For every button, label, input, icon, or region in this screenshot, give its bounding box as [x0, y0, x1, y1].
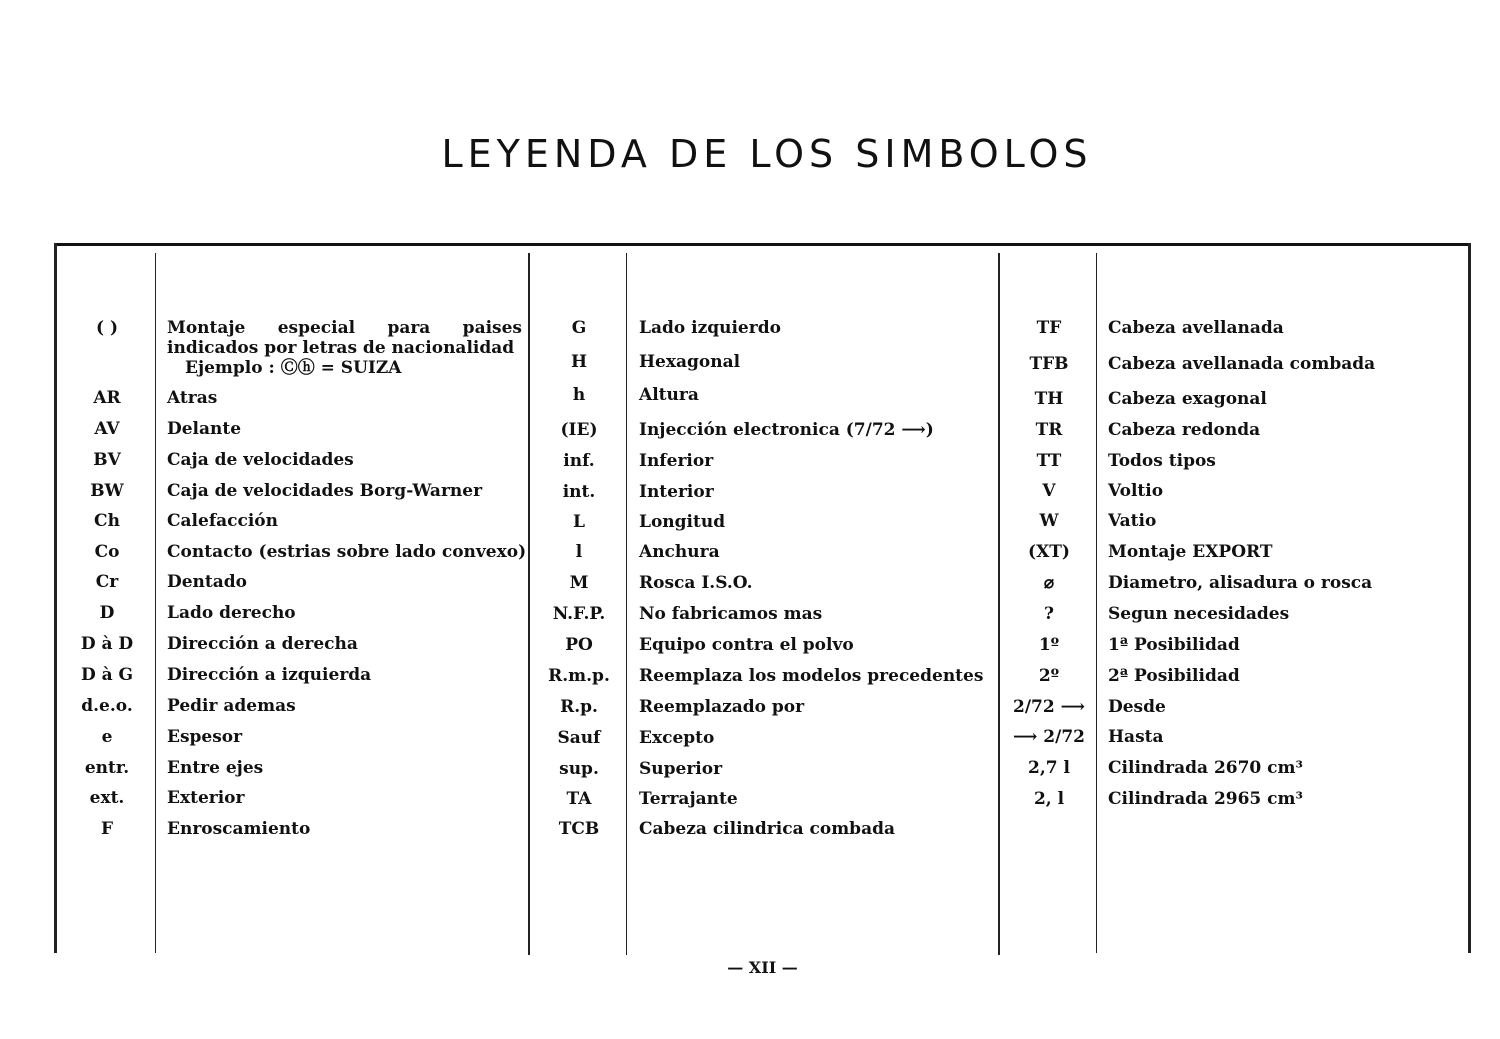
- legend-description: Lado derecho: [167, 603, 296, 623]
- legend-description: Cilindrada 2965 cm³: [1108, 789, 1303, 809]
- legend-symbol: D: [99, 603, 115, 623]
- legend-description: 1ª Posibilidad: [1108, 635, 1240, 655]
- legend-description: Reemplaza los modelos precedentes: [639, 666, 984, 686]
- legend-description: Cabeza avellanada combada: [1108, 354, 1376, 374]
- legend-description: Cabeza cilindrica combada: [639, 819, 895, 839]
- legend-description: Montaje EXPORT: [1108, 542, 1273, 562]
- legend-symbol: l: [575, 542, 583, 562]
- legend-symbol: L: [573, 512, 585, 532]
- column-rule-right-outer: [1468, 243, 1471, 953]
- legend-symbol: ⟶ 2/72: [1013, 727, 1085, 747]
- legend-description: Voltio: [1108, 481, 1164, 501]
- legend-symbol: TH: [1034, 389, 1064, 409]
- legend-symbol: Sauf: [557, 728, 601, 748]
- legend-description: Cabeza avellanada: [1108, 318, 1284, 338]
- legend-description: Delante: [167, 419, 242, 439]
- legend-description-text: Montaje especial para paises indicados por letras de nacionalidad: [167, 318, 522, 358]
- legend-symbol: R.p.: [560, 697, 598, 717]
- legend-symbol: AR: [93, 388, 121, 408]
- legend-symbol: G: [571, 318, 587, 338]
- legend-description: Segun necesidades: [1108, 604, 1290, 624]
- legend-description: Caja de velocidades Borg-Warner: [167, 481, 483, 501]
- legend-example: Ejemplo : Ⓒⓗ = SUIZA: [185, 358, 402, 378]
- legend-description: Cabeza exagonal: [1108, 389, 1267, 409]
- legend-symbol: inf.: [563, 451, 595, 471]
- legend-symbol: h: [572, 385, 586, 405]
- legend-description: Dentado: [167, 572, 248, 592]
- legend-description: Injección electronica (7/72 ⟶): [639, 420, 934, 440]
- table-frame-top-rule: [54, 243, 1470, 246]
- legend-symbol: e: [101, 727, 113, 747]
- legend-description: Vatio: [1108, 511, 1157, 531]
- legend-description: [167, 318, 522, 378]
- legend-symbol: TCB: [558, 819, 600, 839]
- legend-symbol: ?: [1044, 604, 1054, 624]
- legend-description: Espesor: [167, 727, 243, 747]
- legend-symbol: V: [1042, 481, 1056, 501]
- legend-description: Interior: [639, 482, 714, 502]
- legend-description: Rosca I.S.O.: [639, 573, 753, 593]
- legend-description: Inferior: [639, 451, 714, 471]
- column-rule-left-outer: [54, 243, 57, 953]
- legend-symbol: sup.: [559, 759, 599, 779]
- legend-description: No fabricamos mas: [639, 604, 823, 624]
- legend-description: 2ª Posibilidad: [1108, 666, 1240, 686]
- legend-symbol: BW: [90, 481, 124, 501]
- legend-description: Longitud: [639, 512, 726, 532]
- legend-symbol: (XT): [1028, 542, 1070, 562]
- legend-symbol: TA: [566, 789, 592, 809]
- legend-symbol: int.: [562, 482, 596, 502]
- legend-symbol: ext.: [89, 788, 125, 808]
- legend-symbol: entr.: [84, 758, 130, 778]
- legend-description: Cilindrada 2670 cm³: [1108, 758, 1303, 778]
- legend-description: Hasta: [1108, 727, 1164, 747]
- legend-symbol: ( ): [95, 318, 118, 338]
- legend-description: Enroscamiento: [167, 819, 311, 839]
- legend-description: Altura: [639, 385, 699, 405]
- legend-symbol: 2º: [1038, 666, 1060, 686]
- legend-description: Hexagonal: [639, 352, 741, 372]
- legend-symbol: (IE): [560, 420, 598, 440]
- legend-symbol: 1º: [1038, 635, 1060, 655]
- legend-description: Lado izquierdo: [639, 318, 781, 338]
- legend-symbol: TF: [1036, 318, 1062, 338]
- legend-symbol: 2/72 ⟶: [1013, 697, 1085, 717]
- legend-symbol: Cr: [95, 572, 119, 592]
- legend-description: Exterior: [167, 788, 245, 808]
- legend-symbol: D à G: [80, 665, 134, 685]
- legend-description: Anchura: [639, 542, 720, 562]
- legend-description: Superior: [639, 759, 723, 779]
- legend-description: Cabeza redonda: [1108, 420, 1261, 440]
- legend-description: Dirección a derecha: [167, 634, 358, 654]
- legend-symbol: AV: [94, 419, 120, 439]
- legend-symbol: M: [569, 573, 589, 593]
- legend-symbol: 2, l: [1033, 789, 1065, 809]
- legend-symbol: Co: [94, 542, 120, 562]
- legend-symbol: R.m.p.: [548, 666, 610, 686]
- legend-description: Atras: [167, 388, 218, 408]
- page-number-footer: — XII —: [727, 958, 798, 977]
- legend-description: Diametro, alisadura o rosca: [1108, 573, 1373, 593]
- legend-description: Caja de velocidades: [167, 450, 354, 470]
- legend-symbol: 2,7 l: [1028, 758, 1070, 778]
- legend-symbol: F: [100, 819, 114, 839]
- page-title: LEYENDA DE LOS SIMBOLOS: [441, 132, 1093, 176]
- legend-description: Desde: [1108, 697, 1166, 717]
- legend-symbol: PO: [565, 635, 593, 655]
- legend-description: Terrajante: [639, 789, 738, 809]
- legend-description: Reemplazado por: [639, 697, 805, 717]
- legend-symbol: N.F.P.: [552, 604, 606, 624]
- legend-description: Pedir ademas: [167, 696, 296, 716]
- legend-symbol: d.e.o.: [81, 696, 133, 716]
- legend-description: Todos tipos: [1108, 451, 1216, 471]
- legend-symbol: ⌀: [1043, 573, 1055, 593]
- legend-symbol: TFB: [1029, 354, 1069, 374]
- legend-symbol: BV: [93, 450, 121, 470]
- legend-description: Calefacción: [167, 511, 279, 531]
- legend-description: Dirección a izquierda: [167, 665, 372, 685]
- legend-description: Entre ejes: [167, 758, 264, 778]
- legend-symbol: TR: [1035, 420, 1063, 440]
- legend-symbol: TT: [1036, 451, 1062, 471]
- legend-symbol: Ch: [94, 511, 120, 531]
- legend-symbol: H: [570, 352, 588, 372]
- legend-description: Excepto: [639, 728, 715, 748]
- legend-description: Equipo contra el polvo: [639, 635, 854, 655]
- legend-symbol: D à D: [80, 634, 134, 654]
- legend-description: Contacto (estrias sobre lado convexo): [167, 542, 527, 562]
- legend-symbol: W: [1039, 511, 1059, 531]
